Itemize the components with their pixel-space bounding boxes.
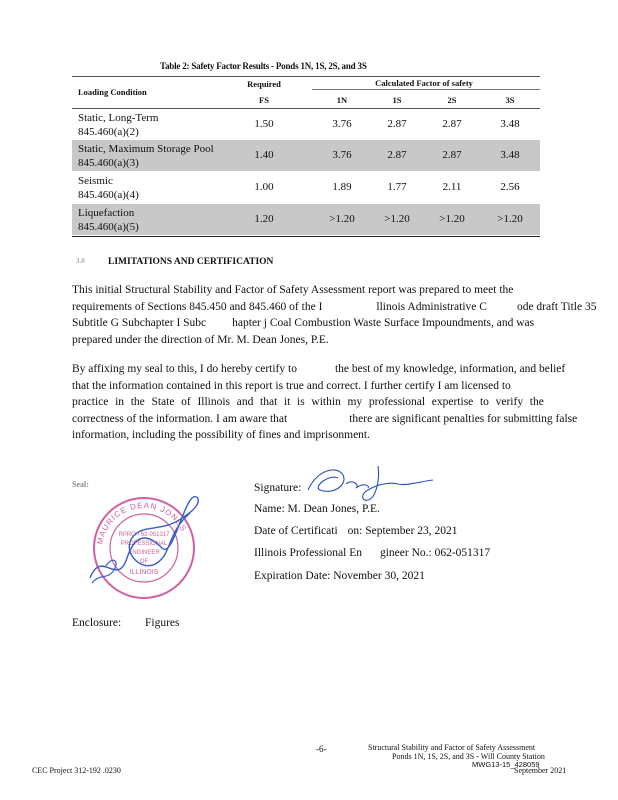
row-value-1s: 2.87 bbox=[387, 118, 407, 130]
para2-line3-word: State bbox=[151, 396, 175, 408]
header-calculated: Calculated Factor of safety bbox=[375, 78, 473, 88]
row-value-1n: 1.89 bbox=[332, 181, 352, 193]
table-caption: Table 2: Safety Factor Results - Ponds 1N, 1S, 2S, and 3S bbox=[160, 61, 367, 71]
para2-line2: that the information contained in this report is true and correct. I further certify I am licensed to bbox=[72, 379, 511, 392]
header-subrule bbox=[312, 89, 540, 90]
para2-line3-word: of bbox=[181, 396, 191, 408]
para2-line3-word: that bbox=[260, 396, 278, 408]
row-value-3s: 3.48 bbox=[500, 118, 520, 130]
seal-inner-line-3: ENGINEER bbox=[128, 550, 160, 556]
enclosure-value: Figures bbox=[145, 617, 180, 629]
header-pond-1n: 1N bbox=[336, 95, 348, 105]
expiration-date: Expiration Date: November 30, 2021 bbox=[254, 570, 425, 582]
para2-line3-word: my bbox=[347, 396, 363, 408]
row-section: 845.460(a)(4) bbox=[78, 189, 139, 201]
para2-line3-word: practice bbox=[72, 396, 109, 408]
para2-line3-word: within bbox=[311, 396, 341, 408]
row-value-1s: 1.77 bbox=[387, 181, 407, 193]
para2-line3-word: Illinois bbox=[197, 396, 231, 408]
row-condition: Liquefaction bbox=[78, 207, 135, 219]
para2-line1: By affixing my seal to this, I do hereby certify to the best of my knowledge, information, and belief bbox=[72, 363, 566, 375]
para2-line3-word: in bbox=[115, 396, 125, 408]
footer-title-line1: Structural Stability and Factor of Safety Assessment bbox=[368, 743, 536, 752]
para2-line4: correctness of the information. I am aware that there are significant penalties for submitting false bbox=[72, 412, 578, 425]
signature-stroke bbox=[308, 466, 433, 500]
seal-inner-line-2: PROFESSIONAL bbox=[120, 541, 168, 547]
handwritten-signature bbox=[298, 460, 438, 505]
table-row bbox=[72, 140, 540, 171]
paragraph-intro bbox=[72, 282, 596, 348]
row-value-2s: 2.11 bbox=[442, 181, 462, 193]
row-value-3s: >1.20 bbox=[497, 213, 523, 225]
seal-label: Seal: bbox=[72, 480, 89, 489]
para2-line3-word: it bbox=[283, 396, 291, 408]
table-row bbox=[72, 172, 540, 203]
para2-line3-word: the bbox=[529, 396, 544, 408]
signature-label: Signature: bbox=[254, 482, 302, 494]
row-value-1n: >1.20 bbox=[329, 213, 355, 225]
seal-inner-line-4: OF bbox=[139, 559, 149, 565]
para1-line3: Subtitle G Subchapter I Subc hapter j Coal Combustion Waste Surface Impoundments, and was bbox=[72, 317, 535, 329]
row-value-2s: 2.87 bbox=[442, 118, 462, 130]
engineer-number: Illinois Professional En gineer No.: 062-051317 bbox=[254, 547, 491, 559]
para2-line5: information, including the possibility of fines and imprisonment. bbox=[72, 429, 371, 441]
row-value-2s: 2.87 bbox=[442, 149, 462, 161]
row-value-1s: 2.87 bbox=[387, 149, 407, 161]
para2-line3-word: verify bbox=[495, 396, 524, 408]
page-number: -6- bbox=[316, 744, 327, 754]
section-title: LIMITATIONS AND CERTIFICATION bbox=[108, 257, 274, 267]
seal-outer-ring bbox=[94, 498, 194, 598]
footer-project: CEC Project 312-192 .0230 bbox=[32, 766, 121, 775]
footer-date: September 2021 bbox=[514, 766, 567, 775]
row-value-1s: >1.20 bbox=[384, 213, 410, 225]
header-required: Required bbox=[247, 79, 281, 89]
para2-line3-word: the bbox=[130, 396, 145, 408]
table-row bbox=[72, 204, 540, 235]
para2-line3-word: expertise bbox=[431, 396, 474, 408]
header-loading-condition: Loading Condition bbox=[78, 87, 147, 97]
row-section: 845.460(a)(3) bbox=[78, 157, 139, 169]
row-value-3s: 2.56 bbox=[500, 181, 520, 193]
seal-ring-text: MAURICE DEAN JONES bbox=[95, 500, 189, 546]
enclosure-label: Enclosure: bbox=[72, 617, 122, 629]
row-condition: Static, Long-Term bbox=[78, 112, 159, 124]
section-number: 3.0 bbox=[76, 257, 85, 265]
row-value-3s: 3.48 bbox=[500, 149, 520, 161]
header-pond-1s: 1S bbox=[392, 95, 402, 105]
seal-inner-line-5: ILLINOIS bbox=[129, 569, 159, 576]
engineer-seal bbox=[72, 478, 212, 608]
para2-line3-word: and bbox=[236, 396, 254, 408]
row-required: 1.00 bbox=[254, 181, 274, 193]
para2-line3-word: is bbox=[297, 396, 305, 408]
row-condition: Static, Maximum Storage Pool bbox=[78, 143, 214, 155]
row-condition: Seismic bbox=[78, 175, 113, 187]
header-fs: FS bbox=[259, 95, 269, 105]
row-required: 1.40 bbox=[254, 149, 274, 161]
para1-line1: This initial Structural Stability and Factor of Safety Assessment report was prepared to meet the bbox=[72, 284, 514, 296]
row-required: 1.20 bbox=[254, 213, 274, 225]
certification-date: Date of Certificati on: September 23, 2021 bbox=[254, 525, 458, 537]
para2-line3 bbox=[72, 394, 544, 411]
row-section: 845.460(a)(2) bbox=[78, 126, 139, 138]
seal-inner-line-1: RPRO / 62-051317 bbox=[118, 532, 170, 538]
row-value-2s: >1.20 bbox=[439, 213, 465, 225]
table-bottom-rule bbox=[72, 236, 540, 237]
row-value-1n: 3.76 bbox=[332, 118, 352, 130]
table-row bbox=[72, 109, 540, 140]
para2-line3-word: to bbox=[479, 396, 489, 408]
footer-title-line2: Ponds 1N, 1S, 2S, and 3S - Will County Station bbox=[392, 752, 545, 761]
table-top-rule bbox=[72, 76, 540, 77]
row-section: 845.460(a)(5) bbox=[78, 221, 139, 233]
header-pond-2s: 2S bbox=[447, 95, 457, 105]
paragraph-certification bbox=[72, 361, 577, 444]
row-required: 1.50 bbox=[254, 118, 274, 130]
header-pond-3s: 3S bbox=[505, 95, 515, 105]
para1-line4: prepared under the direction of Mr. M. Dean Jones, P.E. bbox=[72, 333, 329, 346]
footer-doc-code: MWG13-15_428059 bbox=[472, 760, 540, 769]
para2-line3-word: professional bbox=[368, 396, 426, 408]
row-value-1n: 3.76 bbox=[332, 149, 352, 161]
signer-name: Name: M. Dean Jones, P.E. bbox=[254, 503, 380, 515]
para1-line2: requirements of Sections 845.450 and 845.460 of the I llinois Administrative C ode draft Title 35 bbox=[72, 300, 597, 313]
